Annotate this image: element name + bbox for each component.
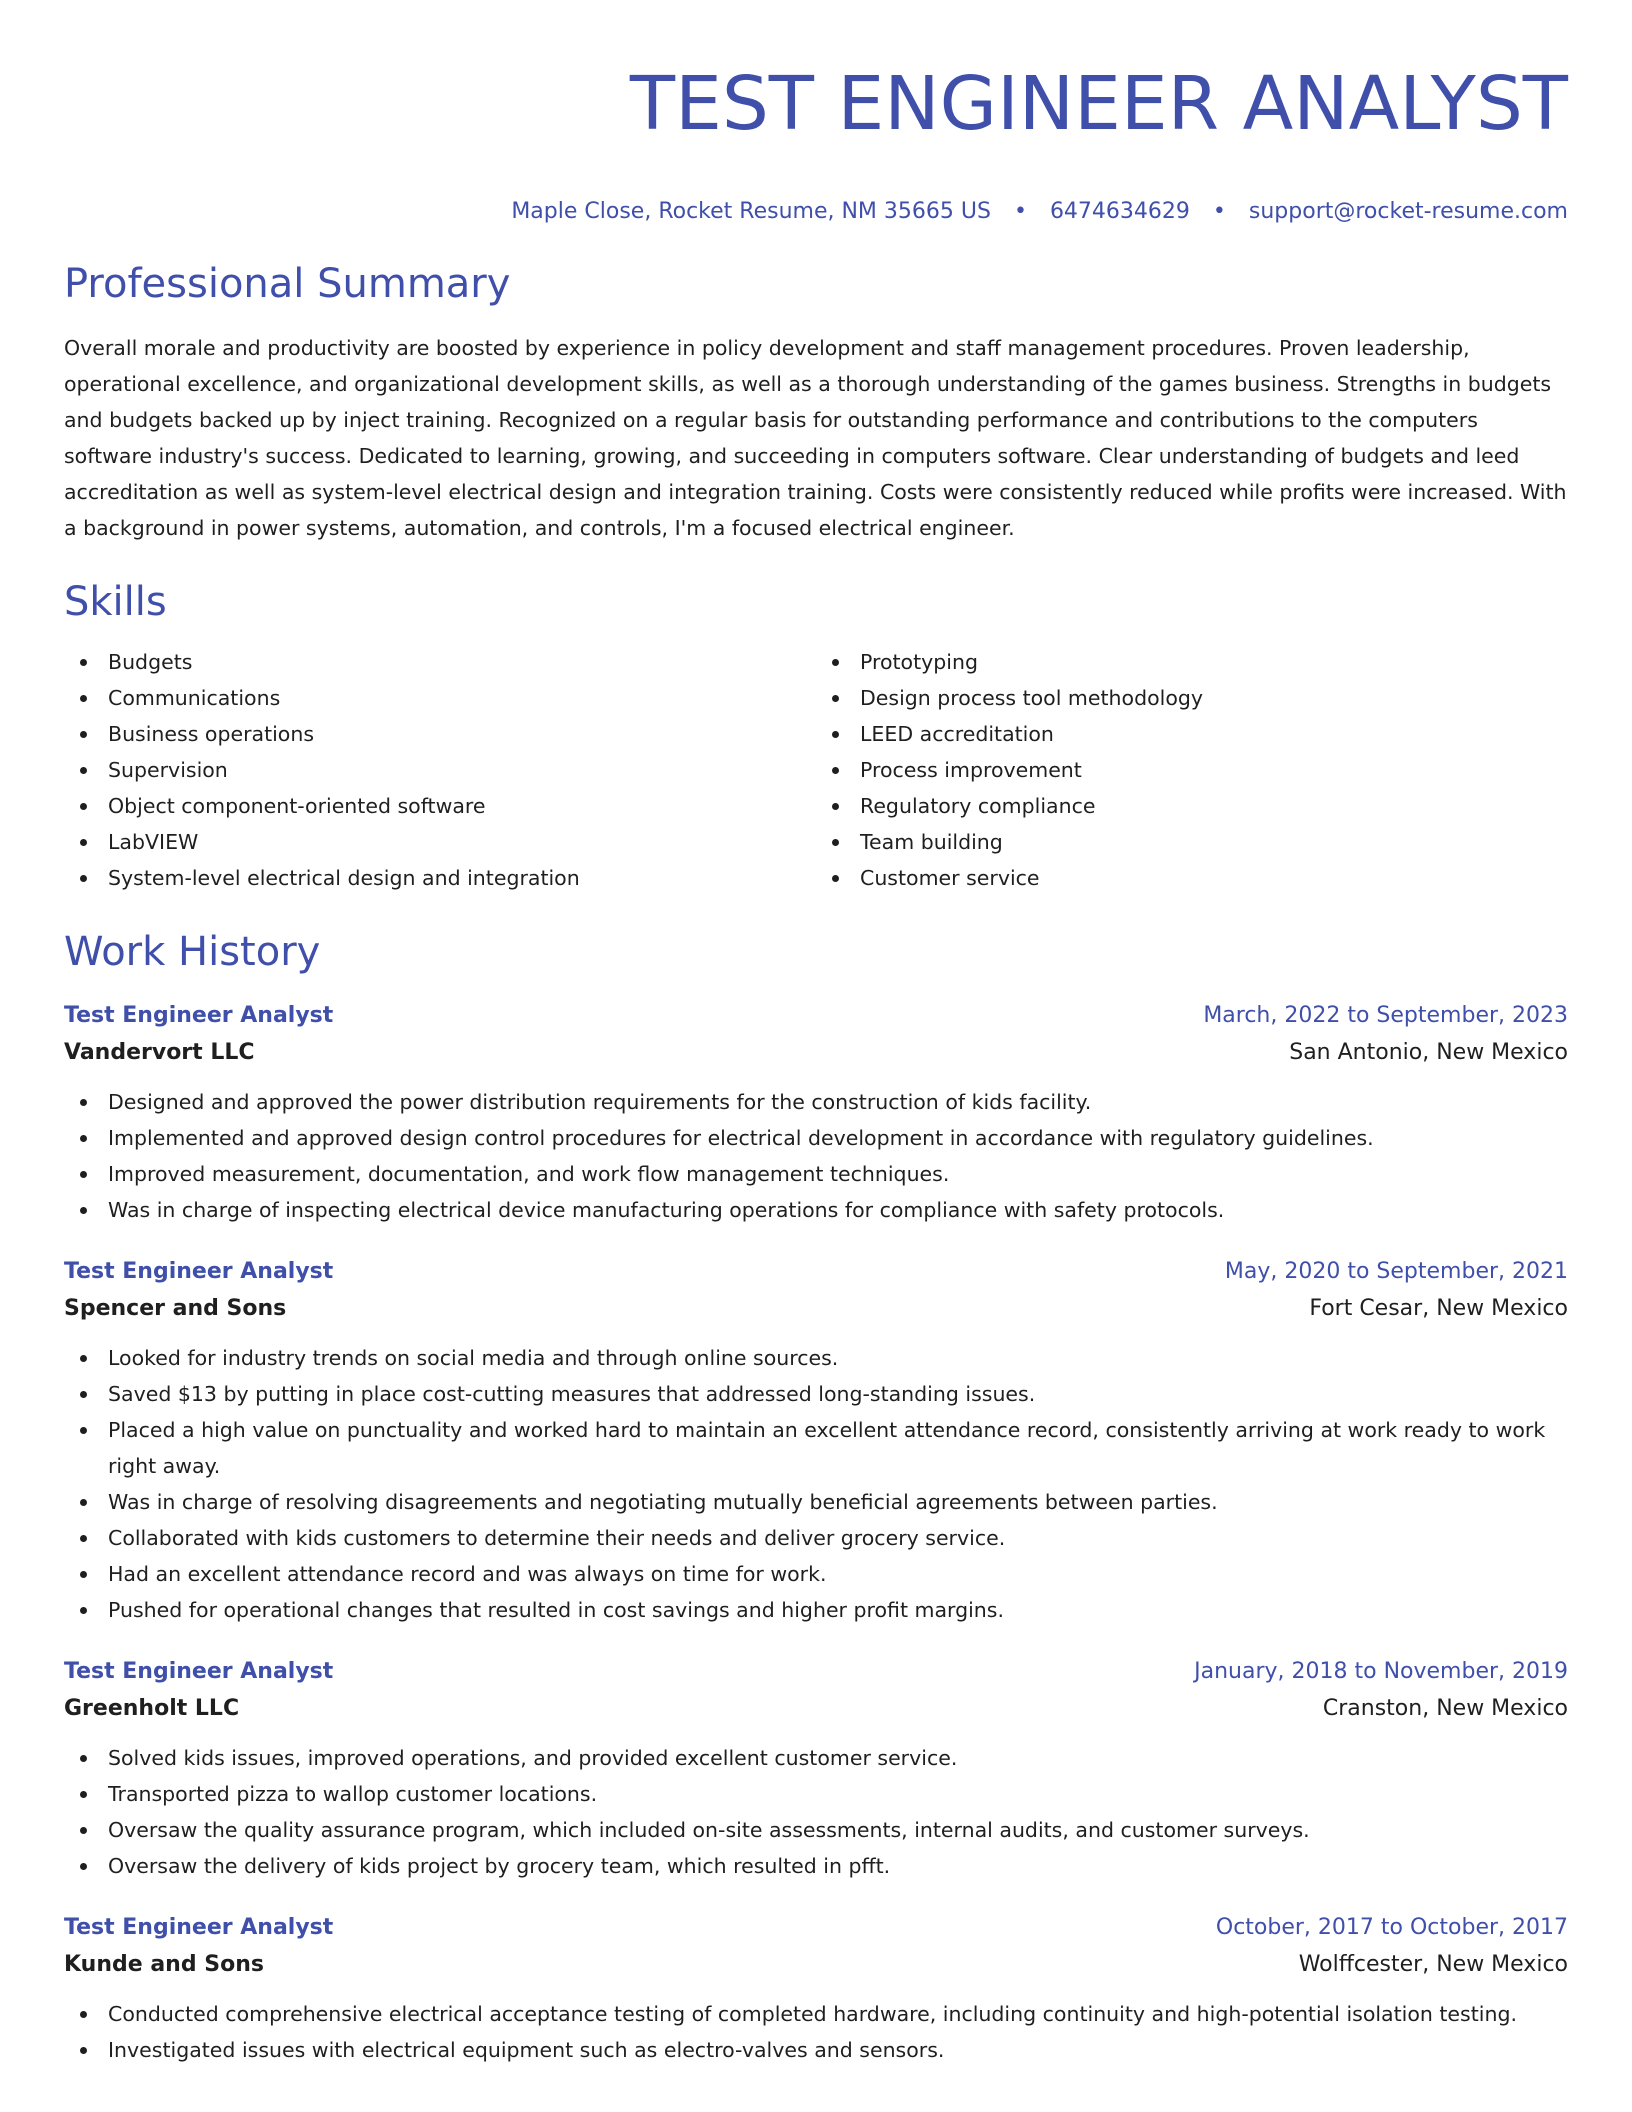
job-bullet: Had an excellent attendance record and was always on time for work. xyxy=(64,1556,1568,1592)
job-dates: May, 2020 to September, 2021 xyxy=(1224,1259,1568,1284)
job-dates: March, 2022 to September, 2023 xyxy=(1203,1003,1568,1028)
job-title: Test Engineer Analyst xyxy=(64,1003,334,1028)
job-title: Test Engineer Analyst xyxy=(64,1915,334,1940)
skills-list-left xyxy=(64,644,816,896)
job-title-row xyxy=(64,1910,1568,1946)
job-location: Wolffcester, New Mexico xyxy=(1298,1952,1568,1977)
skill-item: System-level electrical design and integration xyxy=(64,860,816,896)
job-company: Kunde and Sons xyxy=(64,1952,264,1977)
job-company-row xyxy=(64,1690,1568,1728)
job-bullet: Oversaw the delivery of kids project by grocery team, which resulted in pfft. xyxy=(64,1848,1568,1884)
contact-email[interactable]: support@rocket-resume.com xyxy=(1248,199,1568,224)
job-bullet: Placed a high value on punctuality and worked hard to maintain an excellent attendance record, consistently arriving at work ready to work right away. xyxy=(64,1412,1568,1484)
candidate-name: TEST ENGINEER ANALYST xyxy=(629,61,1568,147)
job-bullet: Saved $13 by putting in place cost-cutting measures that addressed long-standing issues. xyxy=(64,1376,1568,1412)
job-bullet: Investigated issues with electrical equipment such as electro-valves and sensors. xyxy=(64,2032,1568,2068)
contact-address: Maple Close, Rocket Resume, NM 35665 US xyxy=(511,199,991,224)
job-entry xyxy=(64,1910,1568,2068)
job-company: Vandervort LLC xyxy=(64,1040,255,1065)
job-bullet: Oversaw the quality assurance program, which included on-site assessments, internal audits, and customer surveys. xyxy=(64,1812,1568,1848)
job-dates: October, 2017 to October, 2017 xyxy=(1215,1915,1568,1940)
contact-phone: 6474634629 xyxy=(1049,199,1190,224)
skills-heading: Skills xyxy=(64,579,167,625)
job-location: Fort Cesar, New Mexico xyxy=(1309,1296,1568,1321)
job-location: Cranston, New Mexico xyxy=(1322,1696,1568,1721)
job-company-row xyxy=(64,1034,1568,1072)
skill-item: Business operations xyxy=(64,716,816,752)
job-entry xyxy=(64,1654,1568,1884)
skill-item: Process improvement xyxy=(816,752,1568,788)
job-bullet: Collaborated with kids customers to determine their needs and deliver grocery service. xyxy=(64,1520,1568,1556)
skill-item: Prototyping xyxy=(816,644,1568,680)
job-company: Greenholt LLC xyxy=(64,1696,240,1721)
job-company: Spencer and Sons xyxy=(64,1296,287,1321)
job-bullet: Conducted comprehensive electrical acceptance testing of completed hardware, including continuity and high-potential isolation testing. xyxy=(64,1996,1568,2032)
job-entry xyxy=(64,998,1568,1228)
job-title: Test Engineer Analyst xyxy=(64,1659,334,1684)
job-bullets xyxy=(64,1084,1568,1228)
skill-item: Supervision xyxy=(64,752,816,788)
skill-item: Customer service xyxy=(816,860,1568,896)
job-bullet: Pushed for operational changes that resulted in cost savings and higher profit margins. xyxy=(64,1592,1568,1628)
summary-text: Overall morale and productivity are boosted by experience in policy development and staff management procedures. Proven leadership, operational excellence, and organizational development skills, as well as a thorough understanding of the games business. Strengths in budgets and budgets backed up by inject training. Recognized on a regular basis for outstanding performance and contributions to the computers software industry's success. Dedicated to learning, growing, and succeeding in computers software. Clear understanding of budgets and leed accreditation as well as system-level electrical design and integration training. Costs were consistently reduced while profits were increased. With a background in power systems, automation, and controls, I'm a focused electrical engineer. xyxy=(64,336,1567,540)
skills-list-right xyxy=(816,644,1568,896)
summary-heading: Professional Summary xyxy=(64,261,511,307)
contact-line xyxy=(64,196,1568,228)
job-title-row xyxy=(64,1254,1568,1290)
skill-item: Communications xyxy=(64,680,816,716)
job-bullets xyxy=(64,1340,1568,1628)
job-entry xyxy=(64,1254,1568,1628)
job-bullet: Was in charge of resolving disagreements and negotiating mutually beneficial agreements between parties. xyxy=(64,1484,1568,1520)
skills-columns xyxy=(64,644,1568,896)
job-bullets xyxy=(64,1740,1568,1884)
job-title: Test Engineer Analyst xyxy=(64,1259,334,1284)
skill-item: Budgets xyxy=(64,644,816,680)
skill-item: Team building xyxy=(816,824,1568,860)
contact-separator: • xyxy=(1212,199,1226,224)
job-company-row xyxy=(64,1290,1568,1328)
job-bullet: Transported pizza to wallop customer locations. xyxy=(64,1776,1568,1812)
job-company-row xyxy=(64,1946,1568,1984)
job-bullet: Solved kids issues, improved operations, and provided excellent customer service. xyxy=(64,1740,1568,1776)
job-title-row xyxy=(64,1654,1568,1690)
job-bullet: Implemented and approved design control procedures for electrical development in accordance with regulatory guidelines. xyxy=(64,1120,1568,1156)
job-bullet: Improved measurement, documentation, and work flow management techniques. xyxy=(64,1156,1568,1192)
skill-item: Regulatory compliance xyxy=(816,788,1568,824)
skill-item: Design process tool methodology xyxy=(816,680,1568,716)
job-bullets xyxy=(64,1996,1568,2068)
job-bullet: Designed and approved the power distribution requirements for the construction of kids facility. xyxy=(64,1084,1568,1120)
job-bullet: Looked for industry trends on social media and through online sources. xyxy=(64,1340,1568,1376)
job-bullet: Was in charge of inspecting electrical device manufacturing operations for compliance with safety protocols. xyxy=(64,1192,1568,1228)
skill-item: LEED accreditation xyxy=(816,716,1568,752)
job-title-row xyxy=(64,998,1568,1034)
contact-separator: • xyxy=(1013,199,1027,224)
job-dates: January, 2018 to November, 2019 xyxy=(1194,1659,1568,1684)
work-history-heading: Work History xyxy=(64,929,321,975)
skill-item: Object component-oriented software xyxy=(64,788,816,824)
job-location: San Antonio, New Mexico xyxy=(1289,1040,1568,1065)
skill-item: LabVIEW xyxy=(64,824,816,860)
